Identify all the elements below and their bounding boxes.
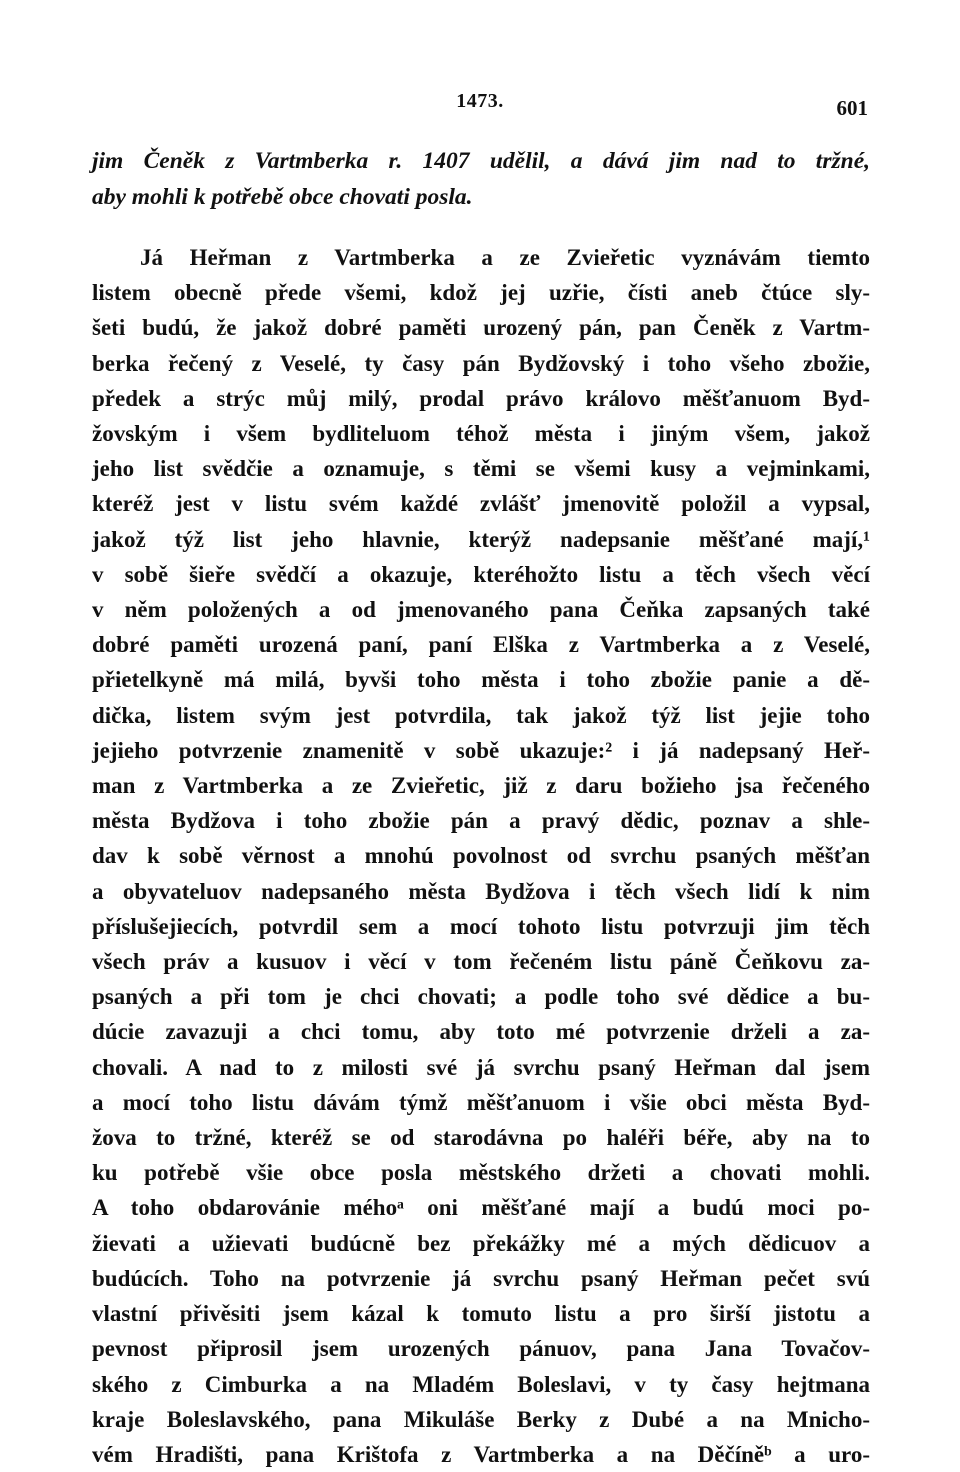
body-line: příslušejiecích, potvrdil sem a mocí tohoto listu potvrzuji jim těch [92, 913, 870, 939]
body-line: v sobě šieře svědčí a okazuje, kteréhožto listu a těch všech věcí [92, 561, 870, 587]
body-line: města Bydžova i toho zbožie pán a pravý dědic, poznav a shle- [92, 808, 870, 834]
body-line: žovským i všem bydliteluom téhož města i jiným všem, jakož [92, 421, 870, 447]
body-line: ku potřebě všie obce posla městského držeti a chovati mohli. [92, 1160, 870, 1186]
body-line: žova to tržné, kteréž se od starodávna po haléři béře, aby na to [92, 1125, 870, 1151]
heading-line: aby mohli k potřebě obce chovati posla. [92, 184, 473, 210]
body-line: vlastní přivěsiti jsem kázal k tomuto listu a pro širší jistotu a [92, 1301, 870, 1327]
body-line: a obyvateluov nadepsaného města Bydžova i těch všech lidí k nim [92, 878, 870, 904]
body-line: šeti budú, že jakož dobré paměti urozený pán, pan Čeněk z Vartm- [92, 315, 870, 341]
document-body [92, 240, 870, 1472]
body-line: jejieho potvrzenie znamenitě v sobě ukazuje:² i já nadepsaný Heř- [92, 737, 870, 763]
body-line: psaných a při tom je chci chovati; a podle toho své dědice a bu- [92, 984, 870, 1010]
body-line: dička, listem svým jest potvrdila, tak jakož týž list jejie toho [92, 702, 870, 728]
body-line: berka řečený z Veselé, ty časy pán Bydžovský i toho všeho zbožie, [92, 350, 870, 376]
body-line: listem obecně přede všemi, kdož jej uzřie, čísti aneb čtúce sly- [92, 280, 870, 306]
body-line: man z Vartmberka a ze Zvieřetic, již z daru božieho jsa řečeného [92, 773, 870, 799]
document-heading [92, 143, 870, 215]
body-line: ského z Cimburka a na Mladém Boleslavi, v ty časy hejtmana [92, 1371, 870, 1397]
body-line: kraje Boleslavského, pana Mikuláše Berky z Dubé a na Mnicho- [92, 1406, 870, 1432]
body-line: předek a strýc můj milý, prodal právo královo měšťanuom Byd- [92, 385, 870, 411]
body-line: v něm položených a od jmenovaného pana Čeňka zapsaných také [92, 597, 870, 623]
page-number: 601 [836, 96, 868, 120]
body-line: dúcie zavazuji a chci tomu, aby toto mé potvrzenie drželi a za- [92, 1019, 870, 1045]
body-line: pevnost připrosil jsem urozených pánuov, pana Jana Tovačov- [92, 1336, 870, 1362]
body-line: přietelkyně má milá, byvši toho města i toho zbožie panie a dě- [92, 667, 870, 693]
body-line: dav k sobě věrnost a mnohú povolnost od svrchu psaných měšťan [92, 843, 870, 869]
body-line: kteréž jest v listu svém každé zvlášť jmenovitě položil a vypsal, [92, 491, 870, 517]
body-line: vém Hradišti, pana Krištofa z Vartmberka a na Děčíněᵇ a uro- [92, 1441, 870, 1467]
body-line: žievati a užievati budúcně bez překážky mé a mých dědicuov a [92, 1230, 870, 1256]
year-header: 1473. [456, 90, 504, 112]
body-line: chovali. A nad to z milosti své já svrchu psaný Heřman dal jsem [92, 1054, 870, 1080]
body-line: Já Heřman z Vartmberka a ze Zvieřetic vyznávám tiemto [140, 245, 870, 270]
body-line: a mocí toho listu dávám týmž měšťanuom i všie obci města Byd- [92, 1089, 870, 1115]
body-line: dobré paměti urozená paní, paní Elška z Vartmberka a z Veselé, [92, 632, 870, 658]
heading-line: jim Čeněk z Vartmberka r. 1407 udělil, a dává jim nad to tržné, [92, 148, 870, 174]
body-line: A toho obdarovánie méhoᵃ oni měšťané mají a budú moci po- [92, 1195, 870, 1221]
body-line: jakož týž list jeho hlavnie, kterýž nadepsanie měšťané mají,¹ [92, 526, 870, 552]
body-line: jeho list svědčie a oznamuje, s těmi se všemi kusy a vejminkami, [92, 456, 870, 482]
body-line: budúcích. Toho na potvrzenie já svrchu psaný Heřman pečet svú [92, 1265, 870, 1291]
body-line: všech práv a kusuov i věcí v tom řečeném listu páně Čeňkovu za- [92, 949, 870, 975]
